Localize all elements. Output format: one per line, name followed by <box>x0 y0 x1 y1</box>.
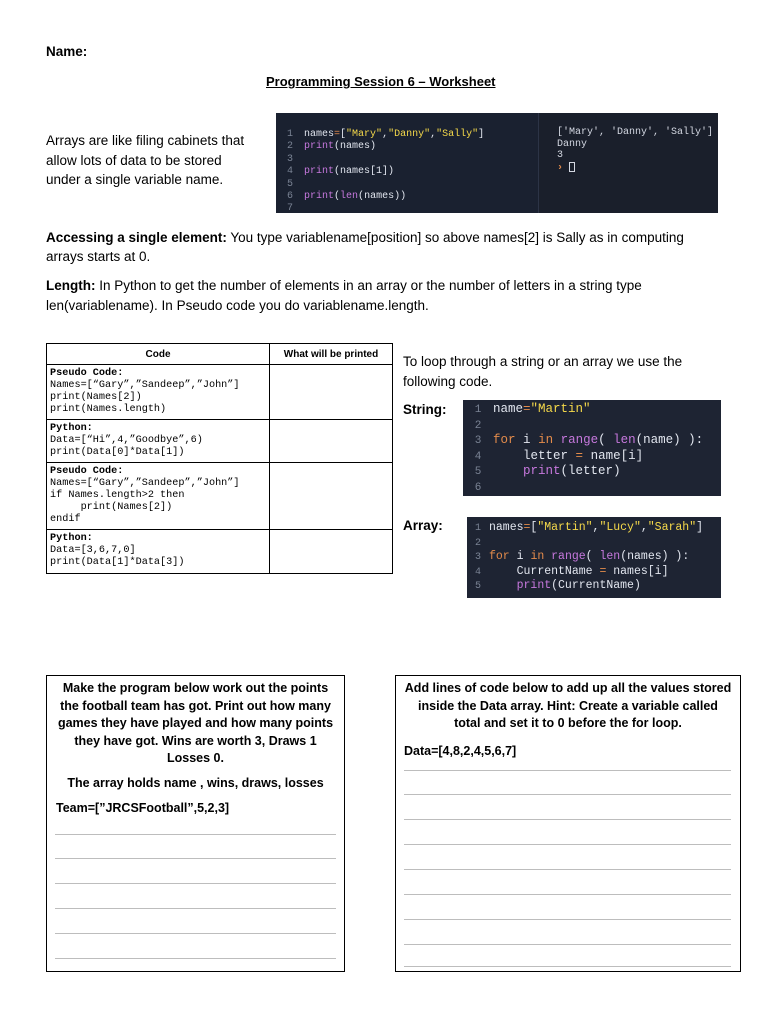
line-number: 3 <box>286 153 293 165</box>
console-output-line: Danny <box>557 138 588 150</box>
code-line <box>463 433 721 449</box>
console-output-pane <box>538 113 718 213</box>
length-paragraph <box>46 276 736 315</box>
intro-text <box>46 131 244 190</box>
line-number: 2 <box>474 537 481 549</box>
code-editor-screenshot <box>276 113 718 213</box>
task1-instructions <box>47 680 344 768</box>
writing-line[interactable] <box>55 933 336 934</box>
code-text: name="Martin" <box>493 402 591 416</box>
code-text: print(names[1]) <box>304 166 395 178</box>
task1-box <box>46 675 345 972</box>
code-cell <box>47 365 270 420</box>
code-cell-label: Pseudo Code: <box>50 466 124 477</box>
code-cell-code: Names=[“Gary”,”Sandeep”,”John”] if Names.length>2 then print(Names[2]) endif <box>50 478 240 525</box>
code-line <box>467 550 721 565</box>
code-line <box>467 579 721 594</box>
task2-line: Add lines of code below to add up all the values stored <box>404 681 732 695</box>
code-line <box>276 191 538 203</box>
code-column-header: Code <box>47 344 270 365</box>
writing-line[interactable] <box>55 908 336 909</box>
string-code-panel <box>463 400 721 496</box>
task1-array-note: The array holds name , wins, draws, losses <box>67 775 324 790</box>
cursor-icon <box>569 162 575 172</box>
code-table <box>46 343 393 574</box>
name-label: Name: <box>46 44 88 59</box>
code-line <box>463 449 721 465</box>
worksheet-title: Programming Session 6 – Worksheet <box>266 74 496 89</box>
writing-line[interactable] <box>404 819 731 820</box>
code-cell <box>47 420 270 463</box>
code-text: names=["Martin","Lucy","Sarah"] <box>489 521 703 534</box>
array-code-panel <box>467 517 721 598</box>
task2-box <box>395 675 741 972</box>
code-text: for i in range( len(name) ): <box>493 433 704 448</box>
code-editor-pane <box>276 113 538 213</box>
intro-line: under a single variable name. <box>46 172 224 187</box>
code-cell <box>47 463 270 530</box>
task2-instructions <box>396 680 740 733</box>
writing-line[interactable] <box>404 944 731 945</box>
writing-line[interactable] <box>55 883 336 884</box>
line-number: 1 <box>474 404 482 416</box>
code-text: for i in range( len(names) ): <box>489 550 690 564</box>
task2-line: total and set it to 0 before the for loop. <box>454 716 682 731</box>
code-line <box>276 141 538 153</box>
answer-cell[interactable] <box>270 365 393 420</box>
code-line <box>467 565 721 580</box>
line-number: 1 <box>474 523 481 534</box>
code-line <box>463 402 721 418</box>
line-number: 2 <box>474 419 482 432</box>
answer-cell[interactable] <box>270 530 393 574</box>
code-line <box>463 464 721 480</box>
writing-line[interactable] <box>404 794 731 795</box>
code-text: print(names) <box>304 141 377 153</box>
line-number: 4 <box>286 166 293 178</box>
line-number: 3 <box>474 435 482 448</box>
line-number: 2 <box>286 141 293 153</box>
writing-line[interactable] <box>404 966 731 967</box>
table-row <box>47 365 393 420</box>
writing-line[interactable] <box>404 844 731 845</box>
code-cell <box>47 530 270 574</box>
code-cell-label: Python: <box>50 423 93 434</box>
writing-line[interactable] <box>404 869 731 870</box>
writing-line[interactable] <box>404 770 731 771</box>
code-text: CurrentName = names[i] <box>516 564 669 578</box>
code-line <box>463 480 721 496</box>
accessing-label: Accessing a single element: <box>46 230 227 245</box>
writing-line[interactable] <box>55 858 336 859</box>
accessing-paragraph <box>46 228 736 266</box>
loop-intro-line: To loop through a string or an array we use the <box>403 354 683 369</box>
code-line <box>276 179 538 191</box>
task1-team-code: Team=[”JRCSFootball”,5,2,3] <box>56 800 230 815</box>
accessing-text: arrays starts at 0. <box>46 249 151 264</box>
code-text: print(CurrentName) <box>516 579 641 593</box>
line-number: 1 <box>286 129 293 140</box>
line-number: 5 <box>286 178 293 190</box>
intro-line: Arrays are like filing cabinets that <box>46 133 245 148</box>
code-line <box>276 203 538 215</box>
code-cell-code: Names=[“Gary”,”Sandeep”,”John”] print(Names[2]) print(Names.length) <box>50 380 240 415</box>
writing-line[interactable] <box>55 958 336 959</box>
table-header-row <box>47 344 393 365</box>
code-text: print(len(names)) <box>304 190 407 202</box>
task2-data-code: Data=[4,8,2,4,5,6,7] <box>404 743 517 758</box>
length-label: Length: <box>46 278 96 293</box>
line-number: 4 <box>474 566 481 578</box>
line-number: 3 <box>474 552 481 564</box>
length-text: len(variablename). In Pseudo code you do variablename.length. <box>46 297 429 313</box>
code-cell-code: Data=[“Hi”,4,”Goodbye”,6) print(Data[0]*Data[1]) <box>50 435 203 458</box>
writing-line[interactable] <box>55 834 336 835</box>
task1-line: they have got. Wins are worth 3, Draws 1 <box>74 733 317 748</box>
code-line <box>276 154 538 166</box>
task1-line: the football team has got. Print out how many <box>60 698 331 713</box>
table-row <box>47 530 393 574</box>
writing-line[interactable] <box>404 894 731 895</box>
console-output-line: ['Mary', 'Danny', 'Sally'] <box>557 127 714 138</box>
code-text: print(letter) <box>523 464 621 479</box>
task2-line: inside the Data array. Hint: Create a variable called <box>418 698 718 713</box>
code-line <box>467 536 721 551</box>
answer-cell[interactable] <box>270 420 393 463</box>
writing-line[interactable] <box>404 919 731 920</box>
code-text: letter = name[i] <box>523 448 644 463</box>
code-line <box>276 166 538 178</box>
code-line <box>467 521 721 536</box>
prompt-arrow-icon: › <box>557 162 564 174</box>
accessing-text: You type variablename[position] so above names[2] is Sally as in computing <box>226 230 684 245</box>
line-number: 6 <box>474 481 482 494</box>
line-number: 7 <box>286 203 293 215</box>
printed-column-header: What will be printed <box>270 344 393 365</box>
line-number: 4 <box>474 450 482 463</box>
task1-line: Make the program below work out the points <box>62 681 329 695</box>
table-row <box>47 420 393 463</box>
code-cell-code: Data=[3,6,7,0] print(Data[1]*Data[3]) <box>50 545 185 568</box>
code-cell-label: Python: <box>50 533 93 544</box>
string-label: String: <box>403 402 447 417</box>
line-number: 5 <box>474 466 482 479</box>
length-text: In Python to get the number of elements in an array or the number of letters in a string type <box>95 278 642 293</box>
array-label: Array: <box>403 518 443 533</box>
code-cell-label: Pseudo Code: <box>50 368 124 379</box>
line-number: 6 <box>286 190 293 202</box>
console-prompt <box>557 162 718 174</box>
task1-line: Losses 0. <box>167 751 224 766</box>
task1-line: games they have played and how many points <box>57 716 334 731</box>
code-line <box>276 129 538 141</box>
loop-intro-line: following code. <box>403 374 493 389</box>
answer-cell[interactable] <box>270 463 393 530</box>
console-output-line: 3 <box>557 150 564 161</box>
line-number: 5 <box>474 581 481 593</box>
table-row <box>47 463 393 530</box>
loop-intro <box>403 352 682 392</box>
code-line <box>463 418 721 434</box>
intro-line: allow lots of data to be stored <box>46 152 222 168</box>
code-text: names=["Mary","Danny","Sally"] <box>304 129 485 140</box>
